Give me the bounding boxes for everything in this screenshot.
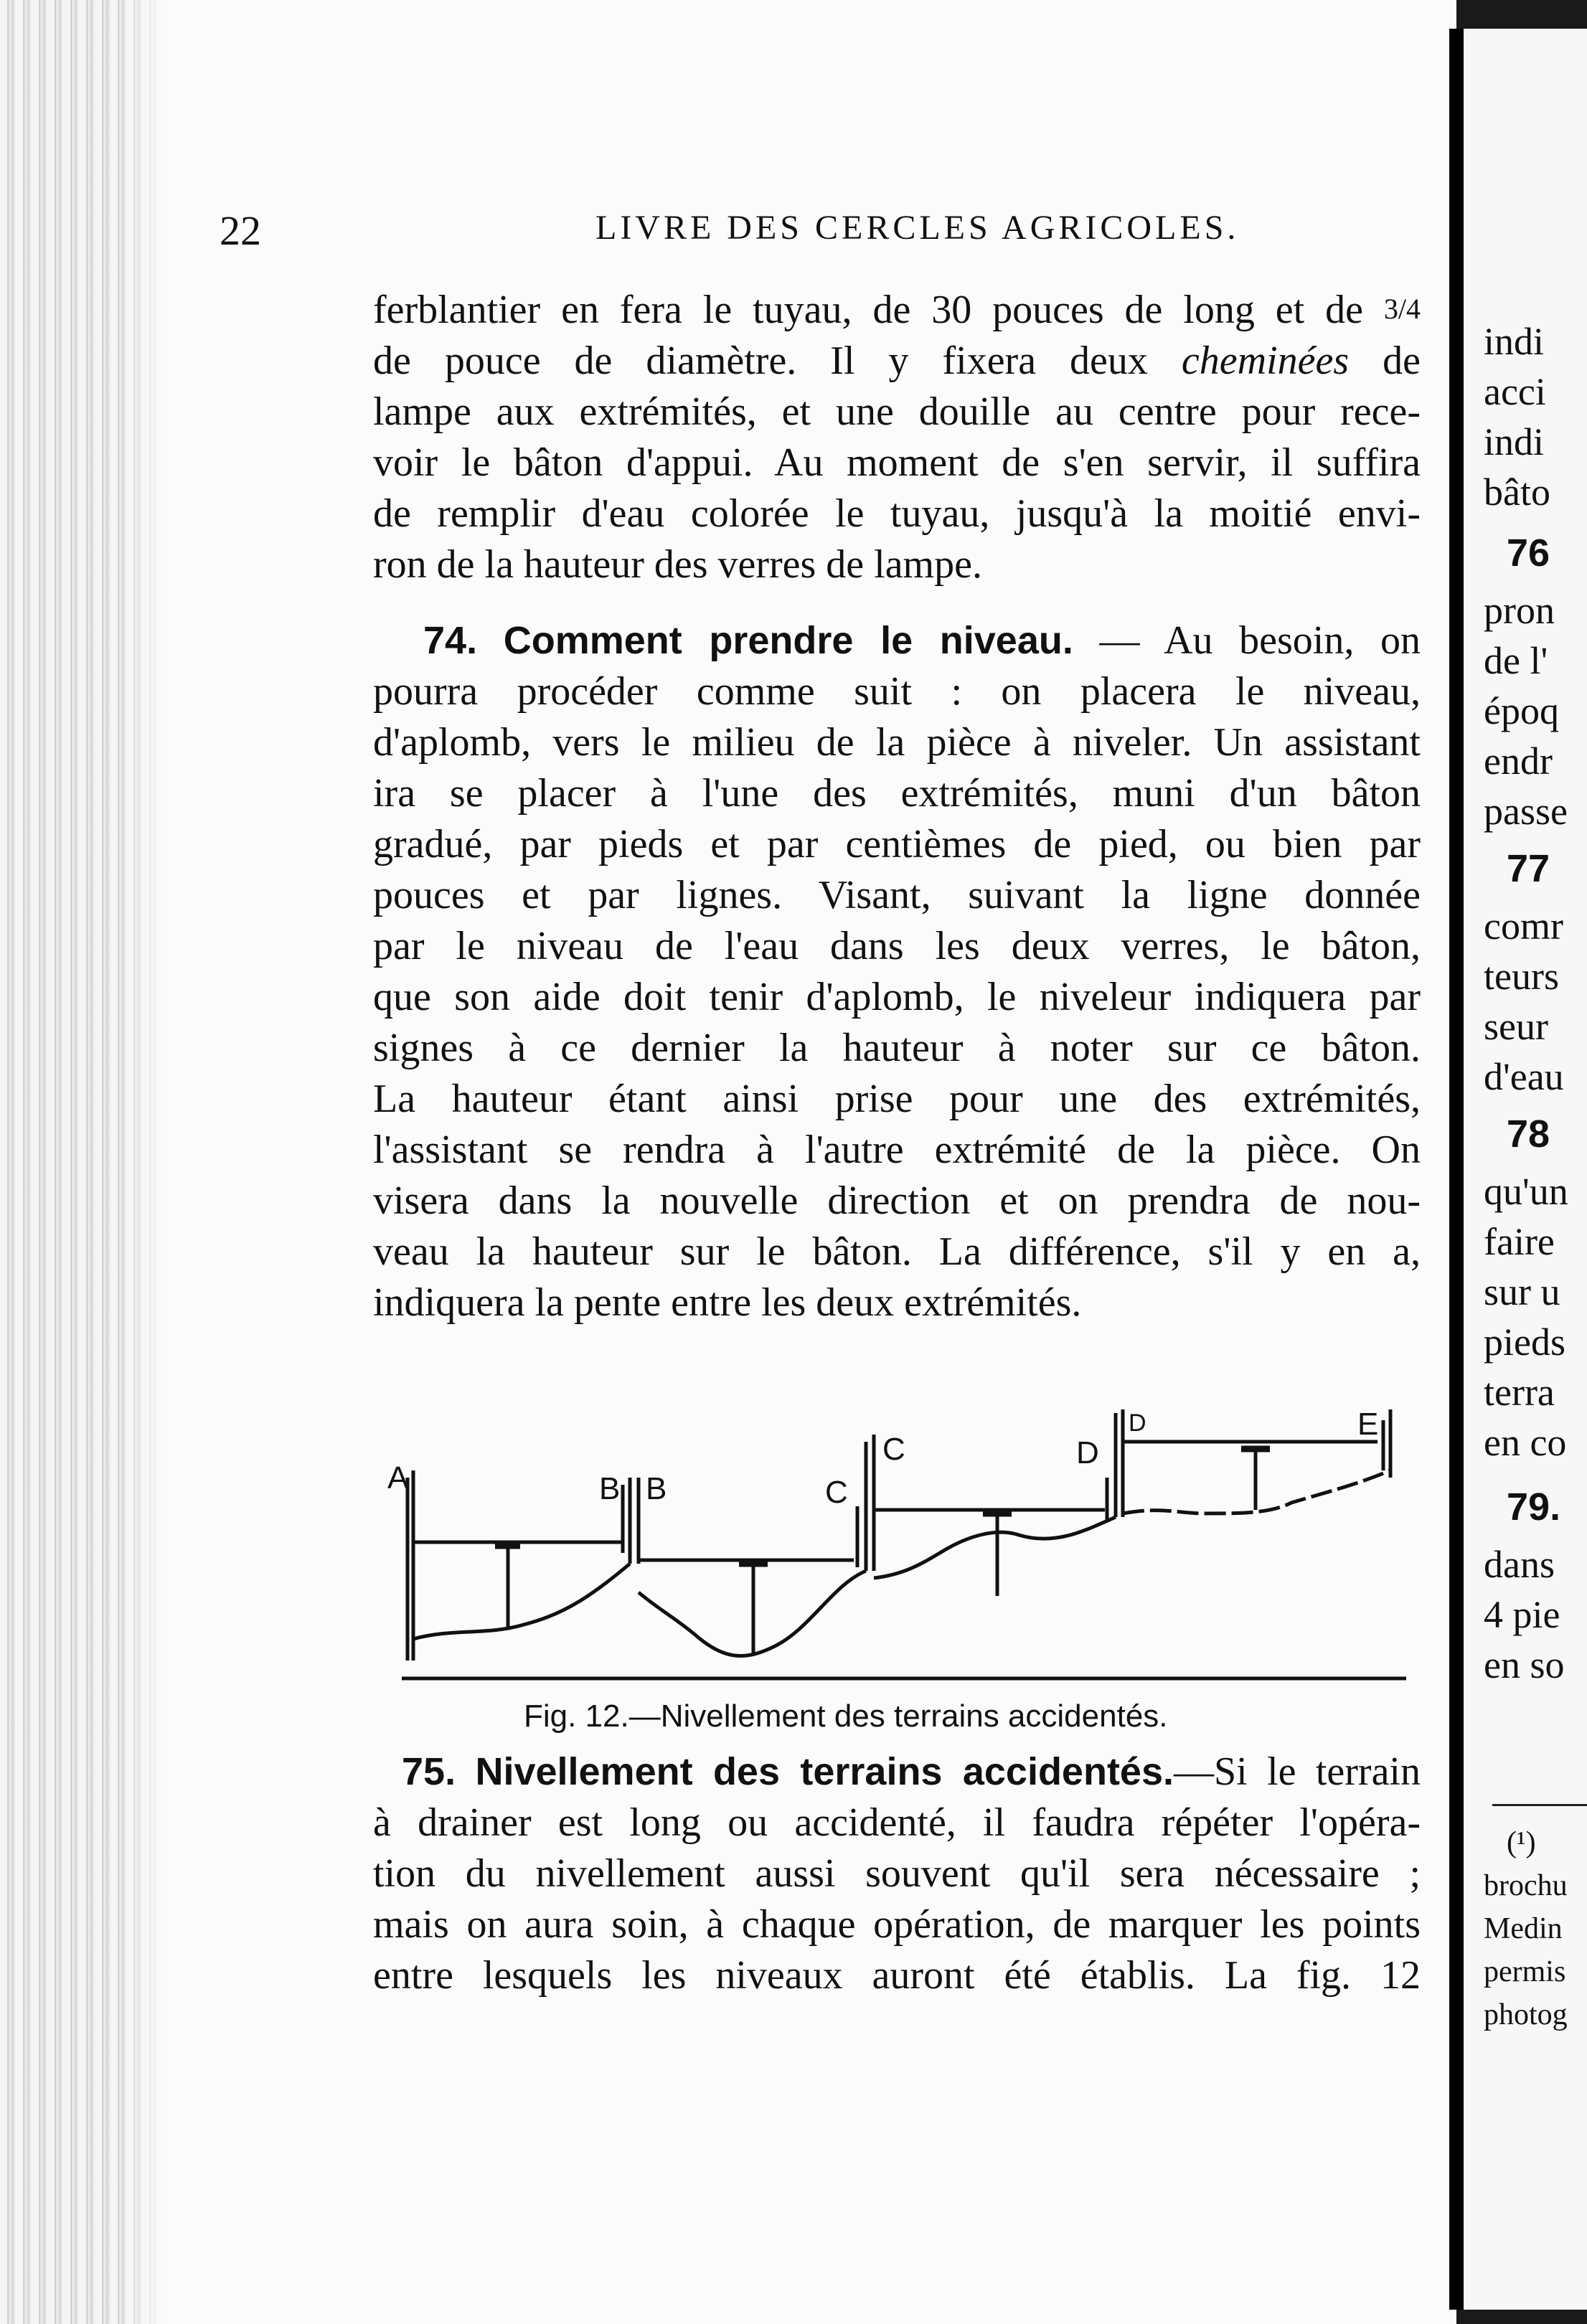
facing-text: indi	[1484, 420, 1545, 463]
facing-text: seur	[1484, 1005, 1548, 1048]
text-line: pourra procéder comme suit : on placera le niveau,	[373, 669, 1421, 714]
facing-text: endr	[1484, 740, 1553, 783]
text-line: entre lesquels les niveaux auront été établis. La fig. 12	[373, 1953, 1421, 1998]
facing-text: 78	[1507, 1113, 1550, 1156]
facing-text: pron	[1484, 589, 1555, 632]
facing-text: terra	[1484, 1371, 1555, 1414]
facing-text: qu'un	[1484, 1170, 1568, 1213]
figure-label: C	[825, 1475, 848, 1510]
text-line: signes à ce dernier la hauteur à noter sur ce bâton.	[373, 1026, 1421, 1070]
facing-text: bâto	[1484, 471, 1550, 514]
figure-label: C	[882, 1432, 905, 1467]
facing-page-fragment	[1464, 29, 1587, 2310]
figure-caption: Fig. 12.—Nivellement des terrains accidentés.	[524, 1699, 1168, 1734]
footnote-text: Medin	[1484, 1912, 1563, 1945]
facing-text: époq	[1484, 689, 1559, 732]
figure-label: B	[599, 1471, 621, 1506]
figure-label: D	[1129, 1409, 1146, 1437]
figure-label: E	[1357, 1407, 1379, 1442]
text-line: l'assistant se rendra à l'autre extrémité de la pièce. On	[373, 1128, 1421, 1172]
facing-text: dans	[1484, 1543, 1555, 1586]
facing-text: sur u	[1484, 1270, 1560, 1313]
text-line: tion du nivellement aussi souvent qu'il sera nécessaire ;	[373, 1851, 1421, 1896]
text-line: voir le bâton d'appui. Au moment de s'en servir, il suffira	[373, 440, 1421, 485]
facing-text: acci	[1484, 370, 1546, 413]
section-75	[373, 1747, 1421, 2001]
book-gutter	[1449, 29, 1464, 2310]
text-line: visera dans la nouvelle direction et on prendra de nou-	[373, 1178, 1421, 1223]
facing-text: 79.	[1507, 1485, 1561, 1529]
figure-label: D	[1076, 1435, 1099, 1470]
text-line: d'aplomb, vers le milieu de la pièce à niveler. Un assistant	[373, 720, 1421, 765]
footnote-text: brochu	[1484, 1869, 1568, 1902]
text-line: lampe aux extrémités, et une douille au centre pour rece-	[373, 389, 1421, 434]
facing-text: faire	[1484, 1220, 1555, 1263]
text-line: de remplir d'eau colorée le tuyau, jusqu'à la moitié envi-	[373, 491, 1421, 536]
running-title: LIVRE DES CERCLES AGRICOLES.	[595, 209, 1240, 247]
text-line: par le niveau de l'eau dans les deux verres, le bâton,	[373, 924, 1421, 968]
section-number: 74.	[423, 619, 478, 662]
text-line: de pouce de diamètre. Il y fixera deux cheminées de	[373, 339, 1421, 383]
facing-text: indi	[1484, 320, 1545, 363]
text-line: indiquera la pente entre les deux extrémités.	[373, 1280, 1082, 1325]
text-line: que son aide doit tenir d'aplomb, le niveleur indiquera par	[373, 975, 1421, 1019]
facing-text: pieds	[1484, 1321, 1565, 1364]
facing-text: 77	[1507, 847, 1550, 890]
text-line: gradué, par pieds et par centièmes de pied, ou bien par	[373, 822, 1421, 866]
figure-leveling-diagram	[387, 1399, 1421, 1700]
section-title: Comment prendre le niveau.	[503, 619, 1073, 662]
text-line: ron de la hauteur des verres de lampe.	[373, 542, 982, 587]
facing-text: en co	[1484, 1421, 1567, 1464]
book-page-stack	[0, 0, 165, 2324]
text-line: ira se placer à l'une des extrémités, muni d'un bâton	[373, 771, 1421, 816]
text-line: mais on aura soin, à chaque opération, de marquer les points	[373, 1902, 1421, 1947]
facing-text: passe	[1484, 790, 1568, 833]
page-number: 22	[220, 207, 261, 254]
facing-text: comr	[1484, 904, 1563, 948]
figure-label: B	[646, 1471, 667, 1506]
paragraph-continued	[373, 283, 1421, 590]
emphasis-text: cheminées	[1181, 339, 1350, 383]
facing-text: teurs	[1484, 955, 1559, 998]
facing-text: de l'	[1484, 639, 1548, 682]
section-74	[373, 615, 1421, 1328]
text-line: veau la hauteur sur le bâton. La différence, s'il y en a,	[373, 1229, 1421, 1274]
footnote-text: (¹)	[1507, 1826, 1536, 1859]
text-line: à drainer est long ou accidenté, il faudra répéter l'opéra-	[373, 1800, 1421, 1845]
facing-text: 4 pie	[1484, 1593, 1560, 1636]
facing-text: en so	[1484, 1643, 1565, 1686]
fraction: 3/4	[1383, 293, 1421, 325]
facing-text: 76	[1507, 532, 1550, 575]
section-title: Nivellement des terrains accidentés.	[475, 1750, 1174, 1793]
text-line: pouces et par lignes. Visant, suivant la ligne donnée	[373, 873, 1421, 917]
section-number: 75.	[402, 1750, 456, 1793]
section-heading-line: 74. Comment prendre le niveau. — Au besoin, on	[423, 618, 1421, 663]
figure-label: A	[387, 1460, 409, 1496]
text-line: ferblantier en fera le tuyau, de 30 pouces de long et de 3/4	[373, 288, 1421, 332]
text-line: La hauteur étant ainsi prise pour une des extrémités,	[373, 1077, 1421, 1121]
footnote-rule	[1492, 1804, 1587, 1806]
section-heading-line: 75. Nivellement des terrains accidentés.—Si le terrain	[402, 1749, 1421, 1794]
facing-text: d'eau	[1484, 1055, 1564, 1098]
footnote-text: permis	[1484, 1955, 1566, 1988]
footnote-text: photog	[1484, 1998, 1568, 2031]
